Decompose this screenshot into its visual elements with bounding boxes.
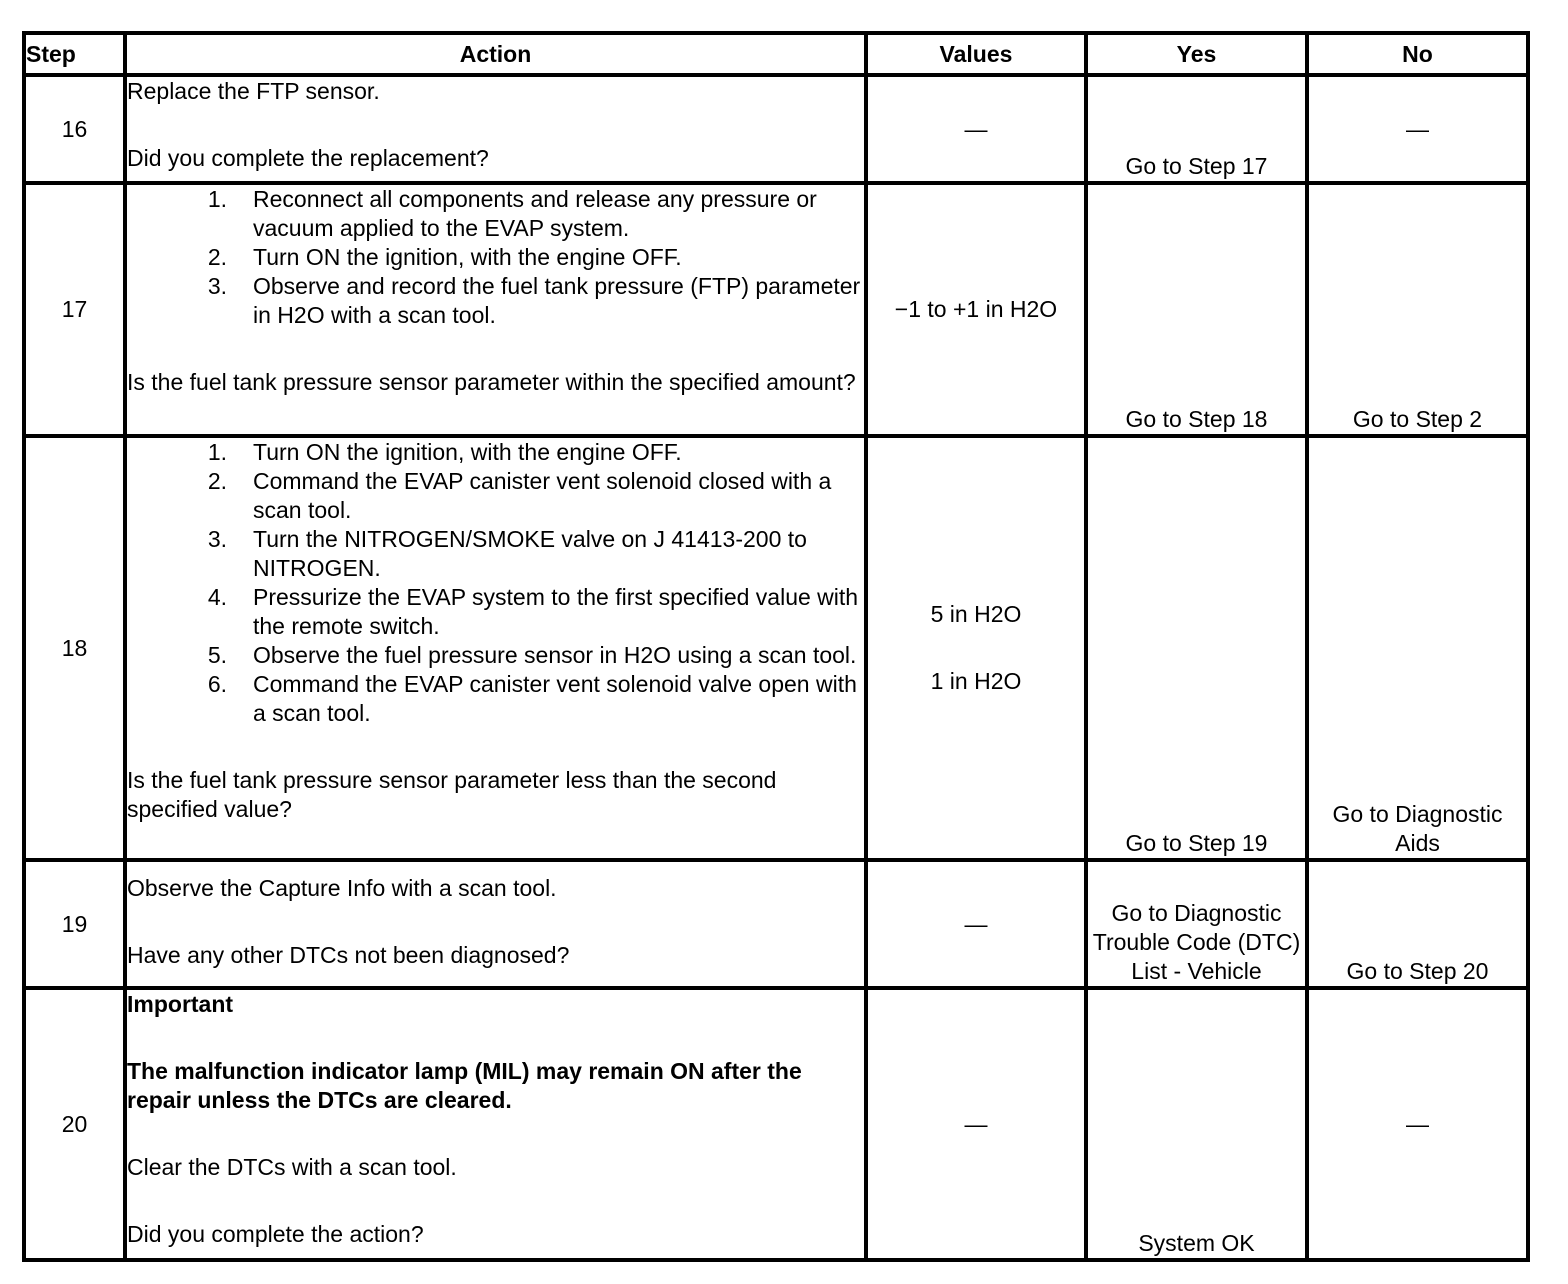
yes-cell: Go to Step 17 bbox=[1086, 75, 1307, 183]
table-row bbox=[24, 183, 1528, 436]
step-number: 18 bbox=[24, 436, 125, 860]
second-specified-value: 1 in H2O bbox=[930, 668, 1022, 694]
important-note: The malfunction indicator lamp (MIL) may remain ON after the repair unless the DTCs are cleared. bbox=[127, 1058, 802, 1113]
step-number: 17 bbox=[24, 183, 125, 436]
list-item: 1. Reconnect all components and release any pressure or vacuum applied to the EVAP system. bbox=[207, 186, 817, 241]
step-number: 20 bbox=[24, 988, 125, 1260]
header-yes: Yes bbox=[1086, 33, 1307, 75]
no-cell: Go to Diagnostic Aids bbox=[1307, 436, 1528, 860]
list-item: 4. Pressurize the EVAP system to the first specified value with the remote switch. bbox=[207, 584, 859, 639]
value-cell: — bbox=[866, 75, 1086, 183]
list-item: 6. Command the EVAP canister vent solenoid valve open with a scan tool. bbox=[207, 671, 857, 726]
yes-cell: Go to Step 18 bbox=[1086, 183, 1307, 436]
question-text: Have any other DTCs not been diagnosed? bbox=[127, 942, 570, 968]
value-cell: — bbox=[866, 988, 1086, 1260]
header-step: Step bbox=[24, 33, 125, 75]
question-text: Did you complete the action? bbox=[127, 1221, 424, 1247]
diagnostic-table bbox=[22, 31, 1530, 1262]
action-cell bbox=[125, 988, 866, 1260]
question-text: Did you complete the replacement? bbox=[127, 145, 489, 171]
action-cell bbox=[125, 75, 866, 183]
header-action: Action bbox=[125, 33, 866, 75]
question-text: Is the fuel tank pressure sensor parameter within the specified amount? bbox=[127, 369, 856, 395]
list-item: 3. Observe and record the fuel tank pressure (FTP) parameter in H2O with a scan tool. bbox=[207, 273, 861, 328]
step-number: 19 bbox=[24, 860, 125, 988]
list-item: 1. Turn ON the ignition, with the engine OFF. bbox=[207, 439, 682, 465]
question-text: Is the fuel tank pressure sensor parameter less than the second specified value? bbox=[127, 767, 777, 822]
procedure-list bbox=[127, 185, 864, 330]
no-cell: — bbox=[1307, 988, 1528, 1260]
table-row bbox=[24, 75, 1528, 183]
table-row bbox=[24, 860, 1528, 988]
value-cell bbox=[866, 436, 1086, 860]
header-values: Values bbox=[866, 33, 1086, 75]
list-item: 2. Command the EVAP canister vent solenoid closed with a scan tool. bbox=[207, 468, 832, 523]
no-cell: Go to Step 2 bbox=[1307, 183, 1528, 436]
table-row bbox=[24, 436, 1528, 860]
action-text: Replace the FTP sensor. bbox=[127, 78, 380, 104]
procedure-list bbox=[127, 438, 864, 728]
action-cell bbox=[125, 183, 866, 436]
header-row bbox=[24, 33, 1528, 75]
list-item: 2. Turn ON the ignition, with the engine OFF. bbox=[207, 244, 682, 270]
header-no: No bbox=[1307, 33, 1528, 75]
no-cell: Go to Step 20 bbox=[1307, 860, 1528, 988]
first-specified-value: 5 in H2O bbox=[930, 601, 1022, 627]
action-text: Observe the Capture Info with a scan tool. bbox=[127, 875, 557, 901]
step-number: 16 bbox=[24, 75, 125, 183]
value-cell: −1 to +1 in H2O bbox=[866, 183, 1086, 436]
no-cell: — bbox=[1307, 75, 1528, 183]
yes-cell: Go to Diagnostic Trouble Code (DTC) List - Vehicle bbox=[1086, 860, 1307, 988]
action-cell bbox=[125, 860, 866, 988]
yes-cell: System OK bbox=[1086, 988, 1307, 1260]
action-cell bbox=[125, 436, 866, 860]
action-text: Clear the DTCs with a scan tool. bbox=[127, 1154, 457, 1180]
table-row bbox=[24, 988, 1528, 1260]
list-item: 5. Observe the fuel pressure sensor in H2O using a scan tool. bbox=[207, 642, 857, 668]
list-item: 3. Turn the NITROGEN/SMOKE valve on J 41413-200 to NITROGEN. bbox=[207, 526, 807, 581]
yes-cell: Go to Step 19 bbox=[1086, 436, 1307, 860]
value-cell: — bbox=[866, 860, 1086, 988]
important-heading: Important bbox=[127, 991, 234, 1017]
